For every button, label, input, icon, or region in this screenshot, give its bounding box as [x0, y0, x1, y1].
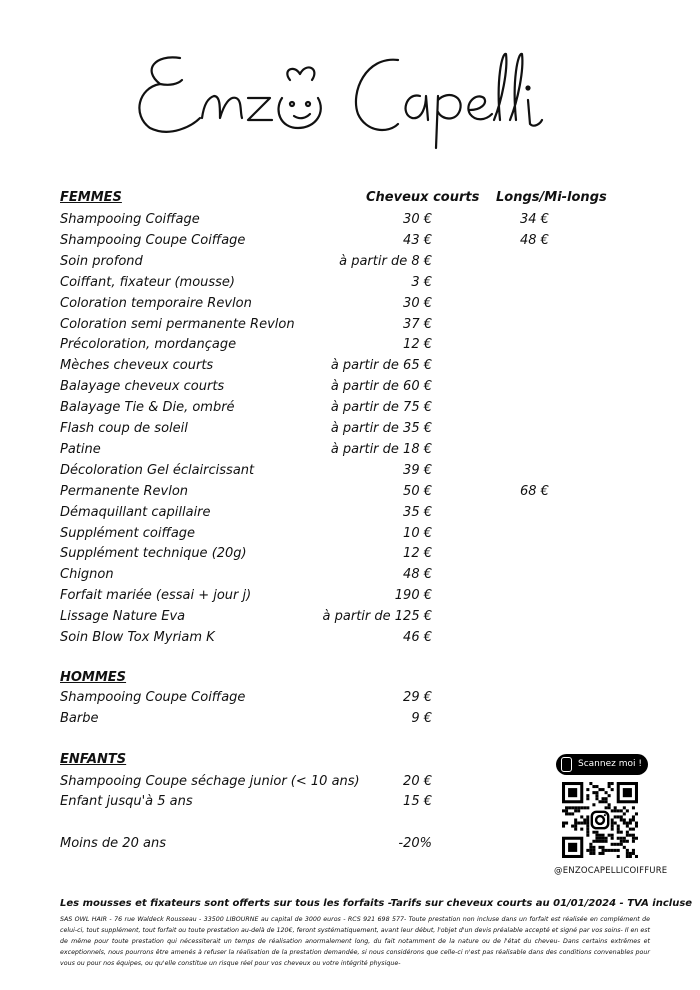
price-row — [0, 688, 700, 708]
service-name: Démaquillant capillaire — [60, 504, 211, 520]
service-name: Flash coup de soleil — [60, 421, 188, 436]
price-row — [0, 709, 700, 729]
price-short: à partir de 125 € — [322, 609, 432, 625]
section-hommes-title: HOMMES — [60, 670, 127, 685]
price-row — [0, 607, 700, 627]
price-long: 34 € — [520, 212, 549, 227]
price-row — [0, 335, 700, 355]
service-name: Shampooing Coupe Coiffage — [60, 232, 246, 248]
price-row — [0, 210, 700, 230]
price-row — [0, 356, 700, 376]
service-name: Soin profond — [60, 253, 143, 269]
price-row — [0, 273, 700, 293]
price-row — [0, 524, 700, 544]
price-long: 48 € — [520, 232, 549, 248]
price-row — [0, 586, 700, 606]
price-short: 12 € — [403, 337, 432, 353]
discount-label: Moins de 20 ans — [60, 836, 166, 851]
instagram-handle[interactable]: @ENZOCAPELLICOIFFURE — [554, 866, 668, 876]
instagram-qr-code[interactable] — [562, 782, 638, 858]
price-short: 3 € — [411, 274, 432, 290]
price-short: 12 € — [403, 546, 432, 562]
service-name: Supplément technique (20g) — [60, 546, 247, 562]
price-row — [0, 398, 700, 418]
price-short: 35 € — [403, 504, 432, 520]
service-name: Shampooing Coupe Coiffage — [60, 690, 246, 705]
service-name: Mèches cheveux courts — [60, 358, 214, 374]
price-short: 10 € — [403, 525, 432, 541]
price-row — [0, 565, 700, 585]
price-row — [0, 252, 700, 272]
price-row — [0, 294, 700, 314]
section-femmes-title: FEMMES — [60, 190, 122, 205]
price-short: 190 € — [394, 588, 432, 604]
price-short: 29 € — [403, 690, 432, 705]
price-short: 46 € — [403, 630, 432, 645]
service-name: Forfait mariée (essai + jour j) — [60, 588, 252, 604]
price-short: à partir de 65 € — [330, 358, 432, 374]
price-row — [0, 419, 700, 439]
column-header-long: Longs/Mi-longs — [496, 190, 607, 205]
price-row — [0, 482, 700, 502]
price-long: 68 € — [520, 483, 549, 499]
price-short: 20 € — [403, 774, 432, 789]
scan-me-label: Scannez moi ! — [578, 759, 642, 769]
service-name: Précoloration, mordançage — [60, 337, 237, 353]
service-name: Supplément coiffage — [60, 525, 196, 541]
brand-logo — [130, 40, 560, 150]
column-header-short: Cheveux courts — [366, 190, 480, 205]
service-name: Balayage cheveux courts — [60, 379, 225, 395]
price-short: 30 € — [403, 295, 432, 311]
price-short: 30 € — [403, 212, 432, 227]
price-short: 50 € — [403, 483, 432, 499]
scan-me-badge — [556, 754, 648, 775]
service-name: Shampooing Coupe séchage junior (< 10 ans) — [60, 774, 360, 789]
price-short: à partir de 60 € — [330, 379, 432, 395]
service-name: Chignon — [60, 567, 114, 583]
service-name: Coloration semi permanente Revlon — [60, 316, 295, 332]
price-row — [0, 440, 700, 460]
price-short: à partir de 8 € — [339, 253, 432, 269]
service-name: Barbe — [60, 711, 99, 726]
price-short: à partir de 18 € — [330, 441, 432, 457]
service-name: Permanente Revlon — [60, 483, 189, 499]
price-short: 43 € — [403, 232, 432, 248]
service-name: Décoloration Gel éclaircissant — [60, 462, 255, 478]
service-name: Patine — [60, 441, 101, 457]
price-short: à partir de 75 € — [330, 400, 432, 416]
legal-text: SAS OWL HAIR - 76 rue Waldeck Rousseau - 33500 LIBOURNE au capital de 3000 euros - RCS 921 698 577- Toute prestation non incluse dans un forfait est réalisée en complément de celui-ci, tout supplément, tout forfait ou toute prestation au-delà de 120€, feront systématiquement, avant leur début, l'objet d'un devis préalable accepté et signé par vos soins- Il en est de même pour toute prestation qui nécessiterait un temps de réalisation anormalement long, du fait notamment de la nature ou de l'état du cheveu- Dans certains extrêmes et exceptionnels, nous pourrons être amenés à refuser la réalisation de la prestation demandée, si nous considérons que celle-ci n'est pas réalisable dans des conditions convenables pour vous ou pour nos équipes, ou qu'elle constitue un risque réel pour vos cheveux ou votre intégrité physique- — [60, 916, 650, 967]
price-short: 9 € — [411, 711, 432, 726]
phone-icon — [561, 757, 572, 772]
price-row — [0, 231, 700, 251]
service-name: Soin Blow Tox Myriam K — [60, 630, 215, 645]
service-name: Coloration temporaire Revlon — [60, 295, 252, 311]
service-name: Enfant jusqu'à 5 ans — [60, 794, 193, 809]
discount-value: -20% — [398, 836, 432, 851]
price-short: 48 € — [403, 567, 432, 583]
price-short: 39 € — [403, 462, 432, 478]
price-short: 15 € — [403, 794, 432, 809]
price-row — [0, 315, 700, 335]
price-row — [0, 461, 700, 481]
service-name: Coiffant, fixateur (mousse) — [60, 274, 236, 290]
service-name: Lissage Nature Eva — [60, 609, 186, 625]
service-name: Balayage Tie & Die, ombré — [60, 400, 235, 416]
price-row — [0, 377, 700, 397]
price-row — [0, 628, 700, 648]
price-row — [0, 503, 700, 523]
service-name: Shampooing Coiffage — [60, 212, 200, 227]
section-enfants-title: ENFANTS — [60, 752, 127, 767]
price-short: 37 € — [403, 316, 432, 332]
price-short: à partir de 35 € — [330, 421, 432, 436]
price-row — [0, 544, 700, 564]
footer-note: Les mousses et fixateurs sont offerts sur tous les forfaits -Tarifs sur cheveux courts au 01/01/2024 - TVA incluse — [60, 898, 693, 909]
